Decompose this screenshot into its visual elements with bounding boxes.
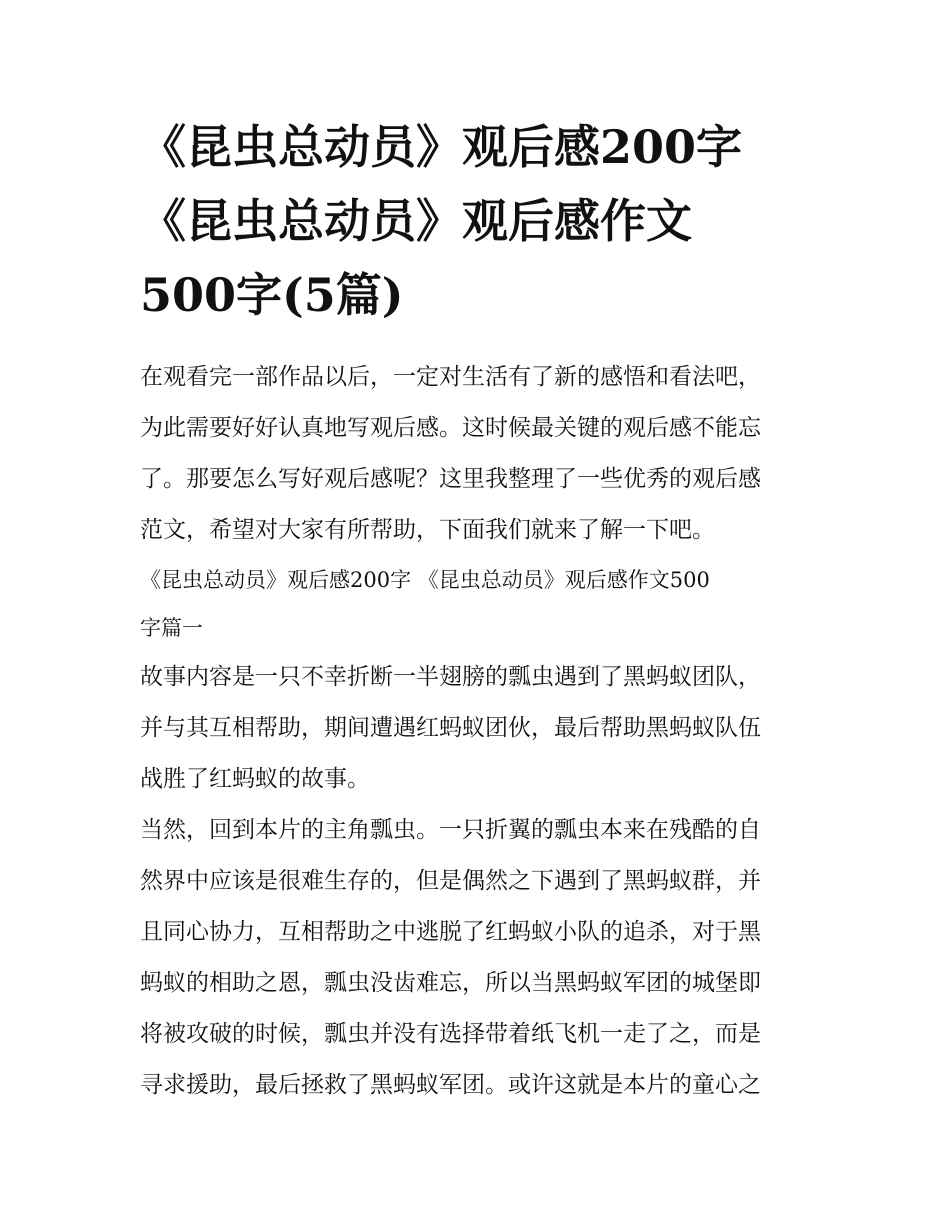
section-heading [140,556,830,652]
intro-paragraph [140,352,830,556]
title-line-1: 《昆虫总动员》观后感200字 [140,120,743,174]
paragraph1-line-2: 并与其互相帮助，期间遭遇红蚂蚁团伙，最后帮助黑蚂蚁队伍 [140,715,761,741]
paragraph1-line-1: 故事内容是一只不幸折断一半翅膀的瓢虫遇到了黑蚂蚁团队， [140,664,761,690]
title-line-2: 《昆虫总动员》观后感作文 [140,194,692,248]
document-body [140,352,830,1111]
paragraph-ladybug [140,805,830,1111]
document-title [140,110,830,332]
paragraph2-line-2: 然界中应该是很难生存的，但是偶然之下遇到了黑蚂蚁群，并 [140,868,761,894]
title-line-3: 500字(5篇) [140,268,404,322]
intro-line-1: 在观看完一部作品以后，一定对生活有了新的感悟和看法吧， [140,364,761,390]
paragraph2-line-4: 蚂蚁的相助之恩，瓢虫没齿难忘，所以当黑蚂蚁军团的城堡即 [140,970,761,996]
paragraph1-line-3: 战胜了红蚂蚁的故事。 [140,766,370,792]
section-heading-line-1: 《昆虫总动员》观后感200字 《昆虫总动员》观后感作文500 [140,568,710,592]
intro-line-3: 了。那要怎么写好观后感呢？这里我整理了一些优秀的观后感 [140,466,761,492]
paragraph2-line-6: 寻求援助，最后拯救了黑蚂蚁军团。或许这就是本片的童心之 [140,1072,761,1098]
intro-line-4: 范文，希望对大家有所帮助，下面我们就来了解一下吧。 [140,517,715,543]
paragraph2-line-5: 将被攻破的时候，瓢虫并没有选择带着纸飞机一走了之，而是 [140,1021,761,1047]
paragraph-story-summary [140,652,830,805]
paragraph2-line-1: 当然，回到本片的主角瓢虫。一只折翼的瓢虫本来在残酷的自 [140,817,761,843]
section-heading-line-2: 字篇一 [140,616,203,640]
intro-line-2: 为此需要好好认真地写观后感。这时候最关键的观后感不能忘 [140,415,761,441]
paragraph2-line-3: 且同心协力，互相帮助之中逃脱了红蚂蚁小队的追杀，对于黑 [140,919,761,945]
